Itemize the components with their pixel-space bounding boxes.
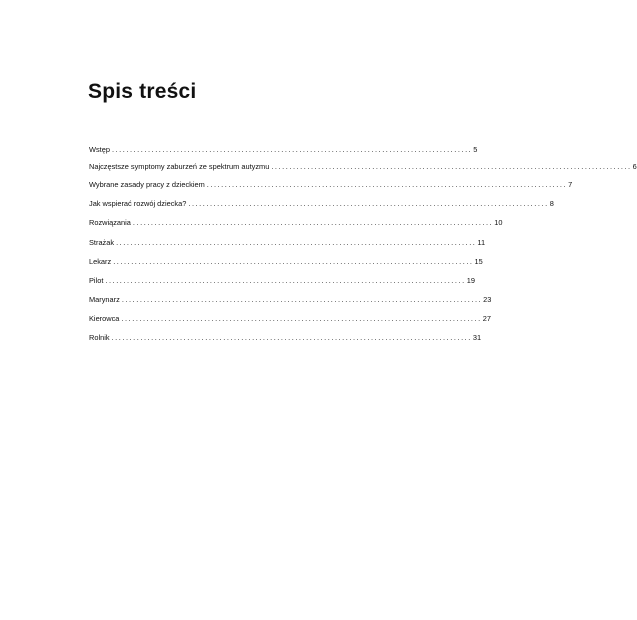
page-title: Spis treści (88, 80, 197, 103)
toc-entry-label: Najczęstsze symptomy zaburzeń ze spektrum autyzmu (89, 162, 270, 171)
toc-leader-dots: .................................................................................................... (121, 314, 482, 323)
toc-leader-dots: .................................................................................................... (132, 218, 494, 227)
toc-entry-label: Wybrane zasady pracy z dzieckiem (89, 180, 205, 189)
toc-entry-kierowca[interactable] (89, 314, 491, 328)
toc-entry-pilot[interactable] (89, 276, 475, 290)
toc-entry-strazak[interactable] (89, 238, 486, 252)
toc-entry-label: Rozwiązania (89, 218, 131, 227)
toc-page-number: 8 (549, 199, 554, 208)
toc-leader-dots: .................................................................................................... (116, 238, 477, 247)
toc-page-number: 31 (472, 333, 482, 342)
toc-entry-marynarz[interactable] (89, 295, 492, 309)
toc-page-number: 23 (483, 295, 492, 304)
toc-leader-dots: .................................................................................................... (271, 162, 632, 171)
toc-leader-dots: .................................................................................................... (111, 333, 472, 342)
toc-page-number: 6 (632, 162, 637, 171)
toc-entry-label: Lekarz (89, 257, 112, 266)
toc-page-number: 27 (482, 314, 491, 323)
toc-entry-label: Jak wspierać rozwój dziecka? (89, 199, 187, 208)
toc-entry-label: Strażak (89, 238, 115, 247)
toc-leader-dots: .................................................................................................... (121, 295, 483, 304)
toc-page-number: 19 (466, 276, 475, 285)
toc-entry-wstep[interactable] (89, 145, 478, 159)
toc-page-number: 7 (568, 180, 573, 189)
toc-entry-rozwoj[interactable] (89, 199, 554, 213)
toc-leader-dots: .................................................................................................... (111, 145, 473, 154)
toc-entry-label: Pilot (89, 276, 104, 285)
toc-leader-dots: .................................................................................................... (206, 180, 568, 189)
toc-entry-rozwiazania[interactable] (89, 218, 503, 232)
toc-entry-lekarz[interactable] (89, 257, 483, 271)
toc-page-number: 10 (494, 218, 503, 227)
toc-page-number: 11 (477, 238, 486, 247)
toc-leader-dots: .................................................................................................... (188, 199, 549, 208)
toc-leader-dots: .................................................................................................... (113, 257, 474, 266)
toc-entry-symptomy[interactable] (89, 162, 637, 176)
toc-leader-dots: .................................................................................................... (105, 276, 466, 285)
toc-entry-label: Wstęp (89, 145, 110, 154)
toc-entry-label: Kierowca (89, 314, 120, 323)
toc-entry-label: Marynarz (89, 295, 120, 304)
toc-entry-label: Rolnik (89, 333, 110, 342)
toc-page-number: 15 (474, 257, 483, 266)
toc-entry-zasady[interactable] (89, 180, 573, 194)
toc-page-number: 5 (473, 145, 478, 154)
toc-entry-rolnik[interactable] (89, 333, 482, 347)
